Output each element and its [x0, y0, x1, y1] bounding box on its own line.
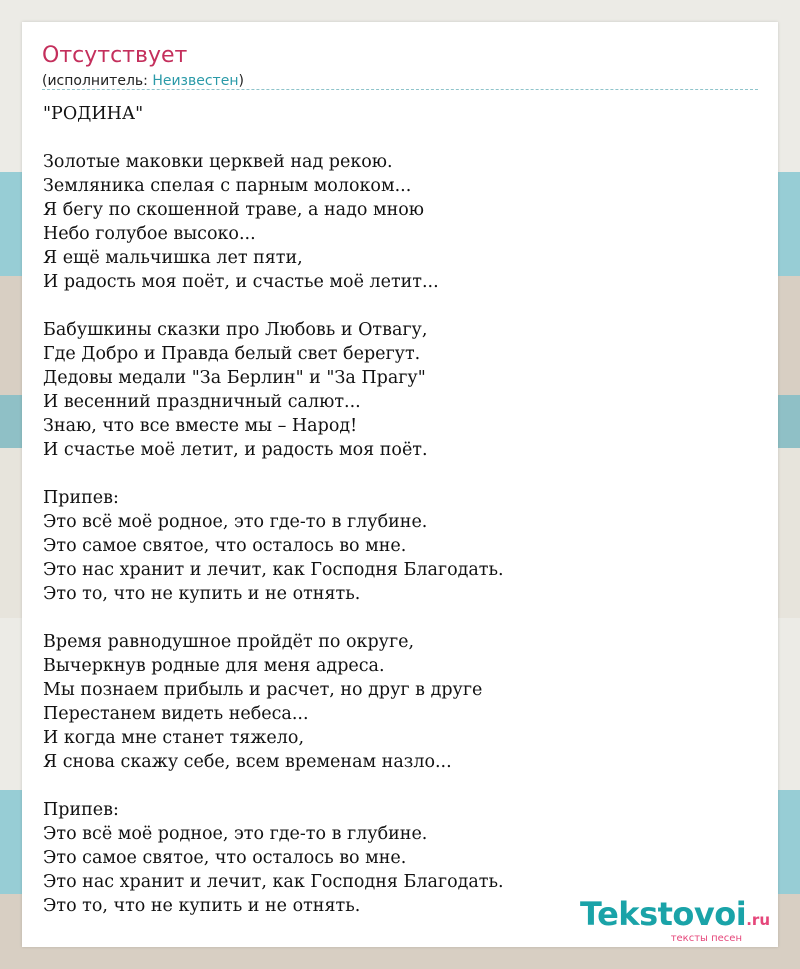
lyrics-text: "РОДИНА" Золотые маковки церквей над рекою. Земляника спелая с парным молоком... Я бегу по скошенной траве, а надо мною Небо голубое высоко... Я ещё мальчишка лет пяти, И радость моя поёт, и счастье моё летит... Бабушкины сказки про Любовь и Отвагу, Где Добро и Правда белый свет берегут. Дедовы медали "За Берлин" и "За Прагу" И весенний праздничный салют... Знаю, что все вместе мы – Народ! И счастье моё летит, и радость моя поёт. Припев: Это всё моё родное, это где-то в глубине. Это самое святое, что осталось во мне. Это нас хранит и лечит, как Господня Благодать. Это то, что не купить и не отнять. Время равнодушное пройдёт по округе, Вычеркнув родные для меня адреса. Мы познаем прибыль и расчет, но друг в друге Перестанем видеть небеса... И когда мне станет тяжело, Я снова скажу себе, всем временам назло... Припев: Это всё моё родное, это где-то в глубине. Это самое святое, что осталось во мне. Это нас хранит и лечит, как Господня Благодать. Это то, что не купить и не отнять. [43, 104, 504, 916]
logo-wordmark [580, 897, 770, 937]
logo-tld: .ru [746, 911, 770, 929]
artist-line [42, 72, 244, 90]
site-logo[interactable] [580, 897, 770, 945]
lyrics-card [22, 22, 778, 947]
artist-link[interactable]: Неизвестен [152, 73, 239, 89]
song-title: Отсутствует [42, 43, 188, 68]
logo-name: Tekstovoi [580, 895, 747, 933]
artist-suffix: ) [238, 73, 244, 89]
artist-prefix: (исполнитель: [42, 73, 153, 89]
divider [42, 89, 758, 90]
logo-tagline: тексты песен [670, 933, 742, 944]
